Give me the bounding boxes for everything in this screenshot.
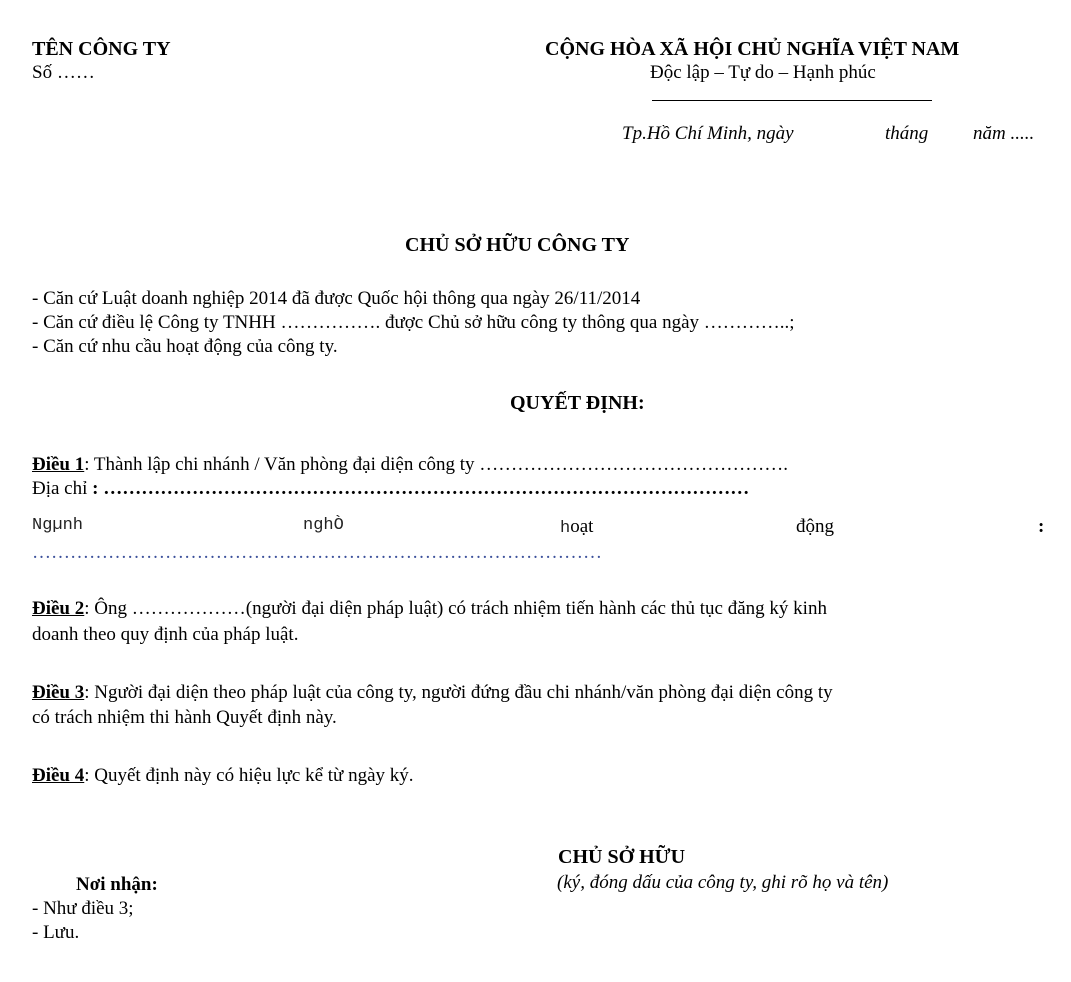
- article-2-text: : Ông ………………(người đại diện pháp luật) có trách nhiệm tiến hành các thủ tục đăng ký kinh: [84, 598, 827, 619]
- place-date-year: năm .....: [973, 123, 1035, 144]
- article-2-label: Điều 2: [32, 598, 85, 619]
- recipient-item: - Như điều 3;: [32, 898, 134, 919]
- recipients-title: Nơi nhận:: [76, 874, 158, 895]
- article-1-text: : Thành lập chi nhánh / Văn phòng đại diện công ty ………………………………………….: [84, 454, 789, 475]
- article-2-text-cont: doanh theo quy định của pháp luật.: [32, 624, 299, 645]
- recipient-item: - Lưu.: [32, 922, 80, 943]
- address-label: Địa chỉ: [32, 478, 88, 499]
- article-3: [32, 682, 833, 704]
- basis-line: - Căn cứ Luật doanh nghiệp 2014 đã được Quốc hội thông qua ngày 26/11/2014: [32, 288, 641, 309]
- industry-word: hoạt: [560, 516, 594, 538]
- article-1-label: Điều 1: [32, 454, 85, 475]
- industry-word: nghÒ: [303, 516, 344, 535]
- decision-title: QUYẾT ĐỊNH:: [510, 392, 645, 414]
- place-date-prefix: Tp.Hồ Chí Minh, ngày: [622, 123, 794, 144]
- motto-underline: [652, 100, 932, 101]
- basis-line: - Căn cứ nhu cầu hoạt động của công ty.: [32, 336, 338, 357]
- place-date-month: tháng: [885, 123, 929, 144]
- document-number: Số ……: [32, 62, 95, 83]
- article-3-label: Điều 3: [32, 682, 85, 703]
- basis-line: - Căn cứ điều lệ Công ty TNHH ……………. được Chủ sở hữu công ty thông qua ngày …………..;: [32, 312, 795, 333]
- article-4: [32, 765, 414, 787]
- article-1-address: [32, 478, 749, 500]
- industry-dots: ………………………………………………………………………………: [32, 542, 602, 563]
- signature-title: CHỦ SỞ HỮU: [558, 846, 686, 868]
- article-4-label: Điều 4: [32, 765, 85, 786]
- motto: Độc lập – Tự do – Hạnh phúc: [650, 62, 876, 83]
- company-name: TÊN CÔNG TY: [32, 38, 171, 60]
- article-2: [32, 598, 827, 620]
- issuer-title: CHỦ SỞ HỮU CÔNG TY: [405, 234, 630, 256]
- signature-note: (ký, đóng dấu của công ty, ghi rõ họ và tên): [557, 872, 889, 893]
- industry-word: Ngµnh: [32, 516, 84, 535]
- industry-word: động: [796, 516, 834, 537]
- article-4-text: : Quyết định này có hiệu lực kể từ ngày ký.: [84, 765, 414, 786]
- address-value: : …………………………………………………………………………………………: [87, 478, 750, 499]
- industry-colon: :: [1038, 516, 1045, 537]
- article-3-text: : Người đại diện theo pháp luật của công ty, người đứng đầu chi nhánh/văn phòng đại diện công ty: [84, 682, 833, 703]
- article-3-text-cont: có trách nhiệm thi hành Quyết định này.: [32, 707, 337, 728]
- article-1: [32, 454, 788, 476]
- nation-title: CỘNG HÒA XÃ HỘI CHỦ NGHĨA VIỆT NAM: [545, 38, 960, 60]
